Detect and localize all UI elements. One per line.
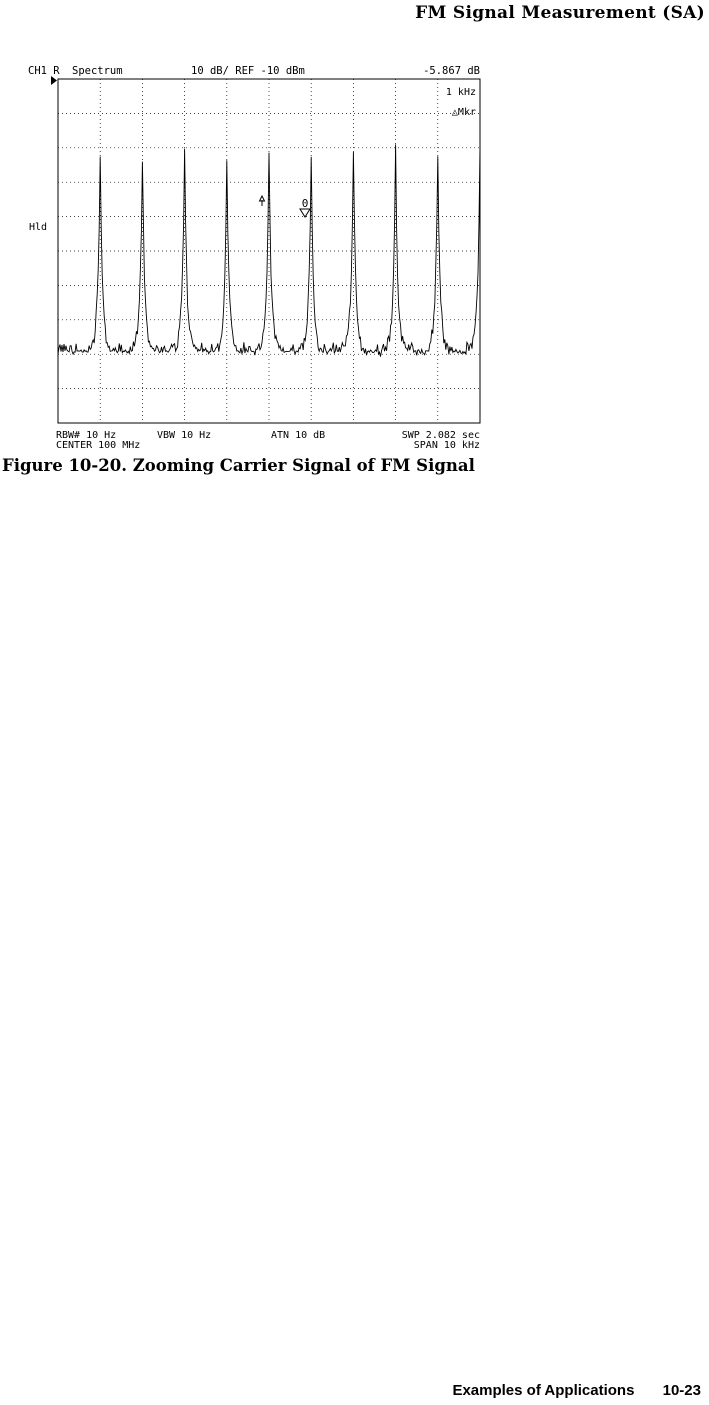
marker-mode-label: △Mkr xyxy=(451,107,476,118)
marker-number: 0 xyxy=(301,197,309,210)
page-number: 10-23 xyxy=(662,1382,701,1399)
trace-line xyxy=(58,144,480,356)
active-marker-icon xyxy=(300,197,310,217)
figure-caption: Figure 10-20. Zooming Carrier Signal of FM Signal xyxy=(2,456,475,475)
page-header: FM Signal Measurement (SA) xyxy=(415,3,705,23)
center-label: CENTER 100 MHz xyxy=(56,440,141,450)
scale-label: 10 dB/ REF -10 dBm xyxy=(191,65,305,77)
marker-value: -5.867 dB xyxy=(423,65,480,77)
vbw-label: VBW 10 Hz xyxy=(157,430,212,441)
analyzer-display xyxy=(28,62,488,450)
spectrum-trace xyxy=(58,144,480,356)
span-label: SPAN 10 kHz xyxy=(413,440,480,450)
hold-label: Hld xyxy=(29,222,48,233)
mode-label: Spectrum xyxy=(72,65,123,77)
analyzer-screenshot xyxy=(28,62,488,450)
page-footer xyxy=(452,1382,701,1399)
footer-section: Examples of Applications xyxy=(452,1382,635,1399)
swp-label: SWP 2.082 sec xyxy=(401,430,480,441)
marker-freq-label: 1 kHz xyxy=(445,87,476,98)
graticule-grid xyxy=(58,79,480,423)
delta-marker-icon xyxy=(260,196,265,206)
atn-label: ATN 10 dB xyxy=(271,430,326,441)
ref-pointer-icon xyxy=(51,76,57,85)
channel-label: CH1 R xyxy=(28,65,60,77)
rbw-label: RBW# 10 Hz xyxy=(56,430,117,441)
